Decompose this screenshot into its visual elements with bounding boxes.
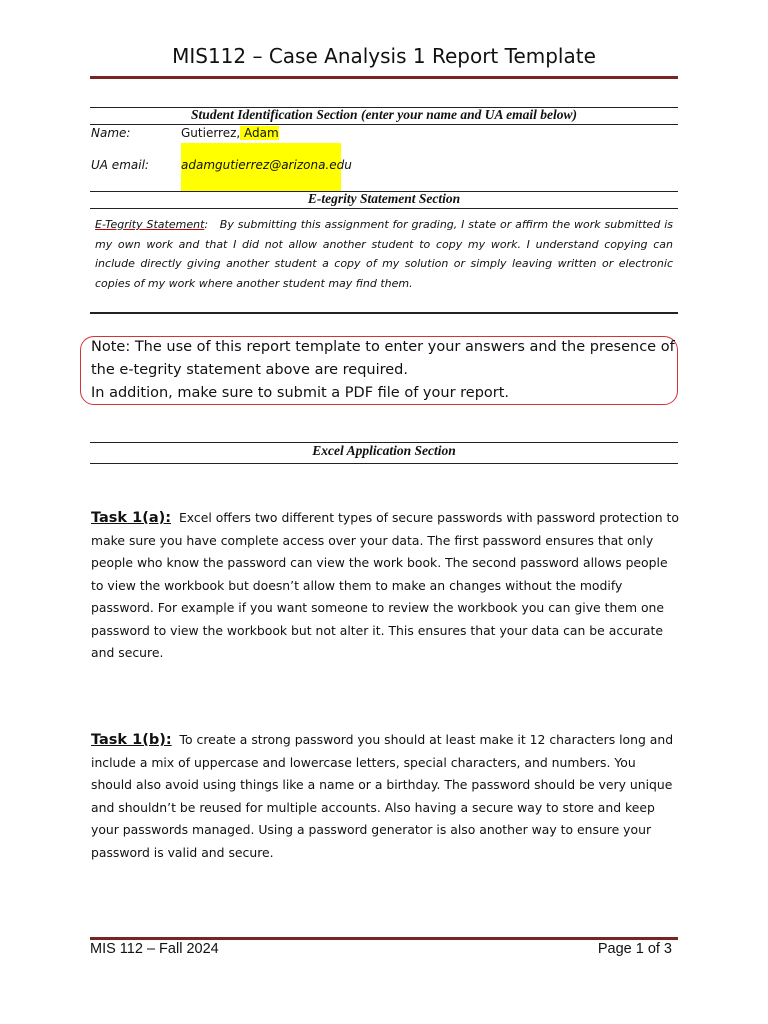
- name-label: Name:: [91, 126, 131, 140]
- task-1a-label: Task 1(a):: [91, 510, 172, 526]
- section-rule: [90, 124, 678, 125]
- note-line-1: Note: The use of this report template to enter your answers and the presence of the e-tegrity statement above are required.: [91, 339, 675, 378]
- integrity-text: By submitting this assignment for grading, I state or affirm the work submitted is my own work and that I did not allow another student to copy my work. I understand copying can include directly giving another student a copy of my solution or simply leaving written or electronic copies of my work where another student may find them.: [95, 218, 673, 291]
- highlight-bar: [181, 143, 341, 155]
- header-rule: [90, 76, 678, 79]
- task-1b: [91, 729, 679, 864]
- note-line-2: In addition, make sure to submit a PDF file of your report.: [91, 385, 510, 401]
- name-value-plain: Gutierrez,: [181, 126, 241, 140]
- section-rule: [90, 208, 678, 209]
- integrity-label: E-Tegrity Statement: [95, 218, 205, 231]
- name-value-highlighted: Adam: [240, 126, 279, 140]
- note-text: [91, 336, 676, 405]
- footer-course: MIS 112 – Fall 2024: [90, 941, 219, 957]
- task-1b-label: Task 1(b):: [91, 732, 172, 748]
- email-value[interactable]: adamgutierrez@arizona.edu: [181, 158, 352, 172]
- task-1a-text: Excel offers two different types of secure passwords with password protection to make sure you have complete access over your data. The first password ensures that only people who know the password can view the work book. The second password allows people to view the workbook but doesn’t allow them to make an changes without the modify password. For example if you want someone to review the workbook you can give them one password to view the workbook but not alter it. This ensures that your data can be accurate and secure.: [91, 510, 679, 660]
- page-title: MIS112 – Case Analysis 1 Report Template: [172, 44, 596, 68]
- excel-section-heading: Excel Application Section: [312, 443, 456, 458]
- integrity-statement: [95, 215, 673, 294]
- section-rule: [90, 463, 678, 464]
- footer-rule: [90, 937, 678, 940]
- email-label: UA email:: [91, 158, 149, 172]
- name-value[interactable]: [181, 126, 279, 140]
- task-1a: [91, 507, 679, 665]
- integrity-label-suffix: :: [204, 218, 209, 231]
- section-rule: [90, 312, 678, 314]
- student-section-heading: Student Identification Section (enter your name and UA email below): [191, 107, 577, 122]
- task-1b-text: To create a strong password you should at least make it 12 characters long and include a mix of uppercase and lowercase letters, special characters, and numbers. You should also avoid using things like a name or a birthday. The password should be very unique and shouldn’t be reused for multiple accounts. Also having a secure way to store and keep your passwords managed. Using a password generator is also another way to ensure your password is valid and secure.: [91, 732, 674, 860]
- footer-page-number: Page 1 of 3: [597, 941, 672, 957]
- integrity-section-heading: E-tegrity Statement Section: [307, 191, 461, 206]
